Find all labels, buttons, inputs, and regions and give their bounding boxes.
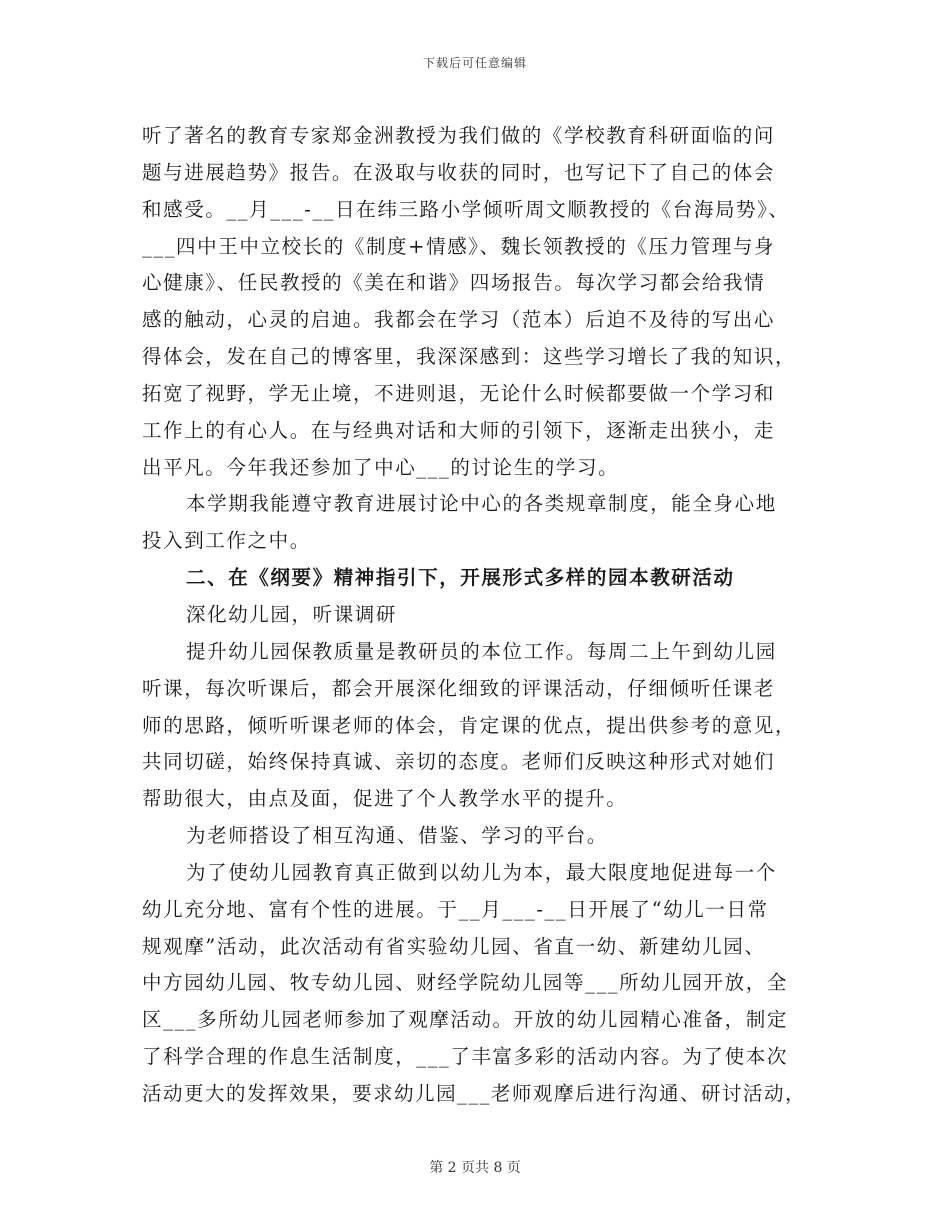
page-number-footer: 第 2 页共 8 页	[429, 1160, 521, 1176]
paragraph-line: 感的触动，心灵的启迪。我都会在学习（范本）后迫不及待的写出心	[142, 308, 776, 332]
paragraph-line: 深化幼儿园，听课调研	[186, 602, 398, 626]
paragraph-line: 提升幼儿园保教质量是教研员的本位工作。每周二上午到幼儿园	[186, 639, 777, 663]
paragraph-line: 听了著名的教育专家郑金洲教授为我们做的《学校教育科研面临的问	[142, 124, 776, 147]
paragraph-line: 心健康》、任民教授的《美在和谐》四场报告。每次学习都会给我情	[142, 271, 766, 295]
paragraph-line: 出平凡。今年我还参加了中心___的讨论生的学习。	[142, 455, 620, 479]
paragraph-line: 和感受。__月___-__日在纬三路小学倾听周文顺教授的《台海局势》、	[142, 197, 790, 221]
paragraph-line: 得体会，发在自己的博客里，我深深感到：这些学习增长了我的知识，	[142, 345, 797, 369]
paragraph-line: 了科学合理的作息生活制度，___了丰富多彩的活动内容。为了使本次	[142, 1045, 788, 1069]
paragraph-line: 题与进展趋势》报告。在汲取与收获的同时，也写记下了自己的体会	[142, 160, 776, 184]
paragraph-line: 区___多所幼儿园老师参加了观摩活动。开放的幼儿园精心准备，制定	[142, 1008, 788, 1032]
page-header: 下载后可任意编辑	[422, 56, 527, 70]
paragraph-line: 拓宽了视野，学无止境，不进则退，无论什么时候都要做一个学习和	[142, 381, 776, 405]
paragraph-line: 为老师搭设了相互沟通、借鉴、学习的平台。	[186, 824, 609, 848]
paragraph-line: 活动更大的发挥效果，要求幼儿园___老师观摩后进行沟通、研讨活动，	[142, 1081, 807, 1105]
paragraph-line: 幼儿充分地、富有个性的进展。于__月___-__日开展了“幼儿一日常	[142, 897, 769, 921]
paragraph-line: 本学期我能遵守教育进展讨论中心的各类规章制度，能全身心地	[186, 492, 777, 516]
paragraph-line: 帮助很大，由点及面，促进了个人教学水平的提升。	[142, 787, 628, 811]
paragraph-line: 为了使幼儿园教育真正做到以幼儿为本，最大限度地促进每一个	[186, 860, 777, 884]
paragraph-line: ___四中王中立校长的《制度+情感》、魏长领教授的《压力管理与身	[142, 234, 776, 258]
section-heading: 二、在《纲要》精神指引下，开展形式多样的园本教研活动	[186, 566, 735, 590]
paragraph-line: 共同切磋，始终保持真诚、亲切的态度。老师们反映这种形式对她们	[142, 750, 776, 774]
paragraph-line: 投入到工作之中。	[142, 529, 311, 553]
document-body	[142, 118, 806, 1113]
paragraph-line: 师的思路，倾听听课老师的体会，肯定课的优点，提出供参考的意见，	[142, 713, 797, 737]
paragraph-line: 规观摩”活动，此次活动有省实验幼儿园、省直一幼、新建幼儿园、	[142, 934, 766, 958]
paragraph-line: 听课，每次听课后，都会开展深化细致的评课活动，仔细倾听任课老	[142, 676, 776, 700]
paragraph-line: 中方园幼儿园、牧专幼儿园、财经学院幼儿园等___所幼儿园开放，全	[142, 971, 788, 995]
paragraph-line: 工作上的有心人。在与经典对话和大师的引领下，逐渐走出狭小，走	[142, 418, 776, 442]
